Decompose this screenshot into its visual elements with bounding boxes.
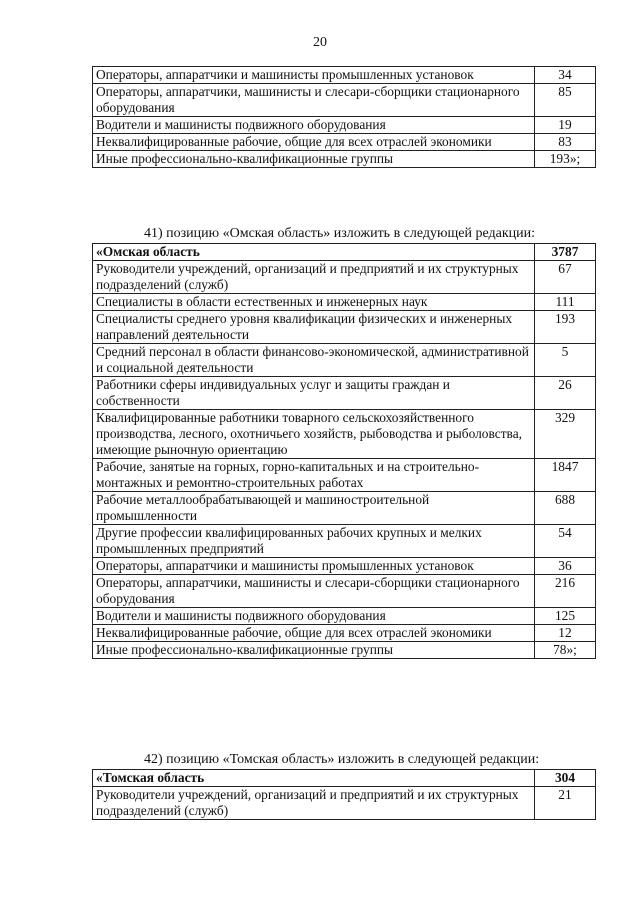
value-cell: 54	[535, 525, 596, 558]
table-row	[93, 84, 596, 117]
table-row	[93, 344, 596, 377]
category-cell: Квалифицированные работники товарного сельскохозяйственного производства, лесного, охотничьего хозяйств, рыбоводства и рыболовства, имеющие рыночную ориентацию	[93, 410, 535, 459]
table-row	[93, 117, 596, 134]
table-row	[93, 67, 596, 84]
table-row	[93, 787, 596, 820]
value-cell: 329	[535, 410, 596, 459]
category-cell: Специалисты в области естественных и инженерных наук	[93, 294, 535, 311]
table-row	[93, 294, 596, 311]
value-cell: 78»;	[535, 642, 596, 659]
category-cell: Руководители учреждений, организаций и предприятий и их структурных подразделений (служб)	[93, 787, 535, 820]
category-cell: «Томская область	[93, 770, 535, 787]
paragraph-41: 41) позицию «Омская область» изложить в следующей редакции:	[144, 226, 536, 241]
category-cell: «Омская область	[93, 244, 535, 261]
category-cell: Иные профессионально-квалификационные группы	[93, 151, 535, 168]
value-cell: 5	[535, 344, 596, 377]
category-cell: Средний персонал в области финансово-экономической, административной и социальной деятельности	[93, 344, 535, 377]
category-cell: Операторы, аппаратчики, машинисты и слесари-сборщики стационарного оборудования	[93, 84, 535, 117]
table-row	[93, 311, 596, 344]
table-tomsk-oblast	[92, 769, 596, 820]
category-cell: Операторы, аппаратчики, машинисты и слесари-сборщики стационарного оборудования	[93, 575, 535, 608]
value-cell: 125	[535, 608, 596, 625]
value-cell: 304	[535, 770, 596, 787]
table-row	[93, 377, 596, 410]
table-tyumen-continuation	[92, 66, 596, 168]
category-cell: Водители и машинисты подвижного оборудования	[93, 117, 535, 134]
paragraph-42: 42) позицию «Томская область» изложить в следующей редакции:	[144, 752, 540, 767]
table-row	[93, 244, 596, 261]
value-cell: 83	[535, 134, 596, 151]
category-cell: Водители и машинисты подвижного оборудования	[93, 608, 535, 625]
category-cell: Другие профессии квалифицированных рабочих крупных и мелких промышленных предприятий	[93, 525, 535, 558]
value-cell: 85	[535, 84, 596, 117]
table-row	[93, 261, 596, 294]
value-cell: 67	[535, 261, 596, 294]
table-row	[93, 410, 596, 459]
table-row	[93, 525, 596, 558]
category-cell: Неквалифицированные рабочие, общие для всех отраслей экономики	[93, 625, 535, 642]
category-cell: Руководители учреждений, организаций и предприятий и их структурных подразделений (служб)	[93, 261, 535, 294]
value-cell: 3787	[535, 244, 596, 261]
table-row	[93, 558, 596, 575]
table-omsk-oblast	[92, 243, 596, 659]
category-cell: Неквалифицированные рабочие, общие для всех отраслей экономики	[93, 134, 535, 151]
category-cell: Иные профессионально-квалификационные группы	[93, 642, 535, 659]
category-cell: Специалисты среднего уровня квалификации физических и инженерных направлений деятельности	[93, 311, 535, 344]
value-cell: 26	[535, 377, 596, 410]
value-cell: 216	[535, 575, 596, 608]
table-row	[93, 151, 596, 168]
category-cell: Рабочие металлообрабатывающей и машиностроительной промышленности	[93, 492, 535, 525]
value-cell: 34	[535, 67, 596, 84]
value-cell: 36	[535, 558, 596, 575]
table-row	[93, 770, 596, 787]
category-cell: Работники сферы индивидуальных услуг и защиты граждан и собственности	[93, 377, 535, 410]
category-cell: Операторы, аппаратчики и машинисты промышленных установок	[93, 558, 535, 575]
table-row	[93, 134, 596, 151]
table-row	[93, 642, 596, 659]
value-cell: 111	[535, 294, 596, 311]
category-cell: Операторы, аппаратчики и машинисты промышленных установок	[93, 67, 535, 84]
table-row	[93, 459, 596, 492]
value-cell: 21	[535, 787, 596, 820]
page-number: 20	[313, 35, 327, 50]
value-cell: 12	[535, 625, 596, 642]
table-row	[93, 625, 596, 642]
table-row	[93, 575, 596, 608]
value-cell: 1847	[535, 459, 596, 492]
value-cell: 19	[535, 117, 596, 134]
table-row	[93, 492, 596, 525]
value-cell: 193»;	[535, 151, 596, 168]
category-cell: Рабочие, занятые на горных, горно-капитальных и на строительно-монтажных и ремонтно-строительных работах	[93, 459, 535, 492]
value-cell: 193	[535, 311, 596, 344]
table-row	[93, 608, 596, 625]
value-cell: 688	[535, 492, 596, 525]
